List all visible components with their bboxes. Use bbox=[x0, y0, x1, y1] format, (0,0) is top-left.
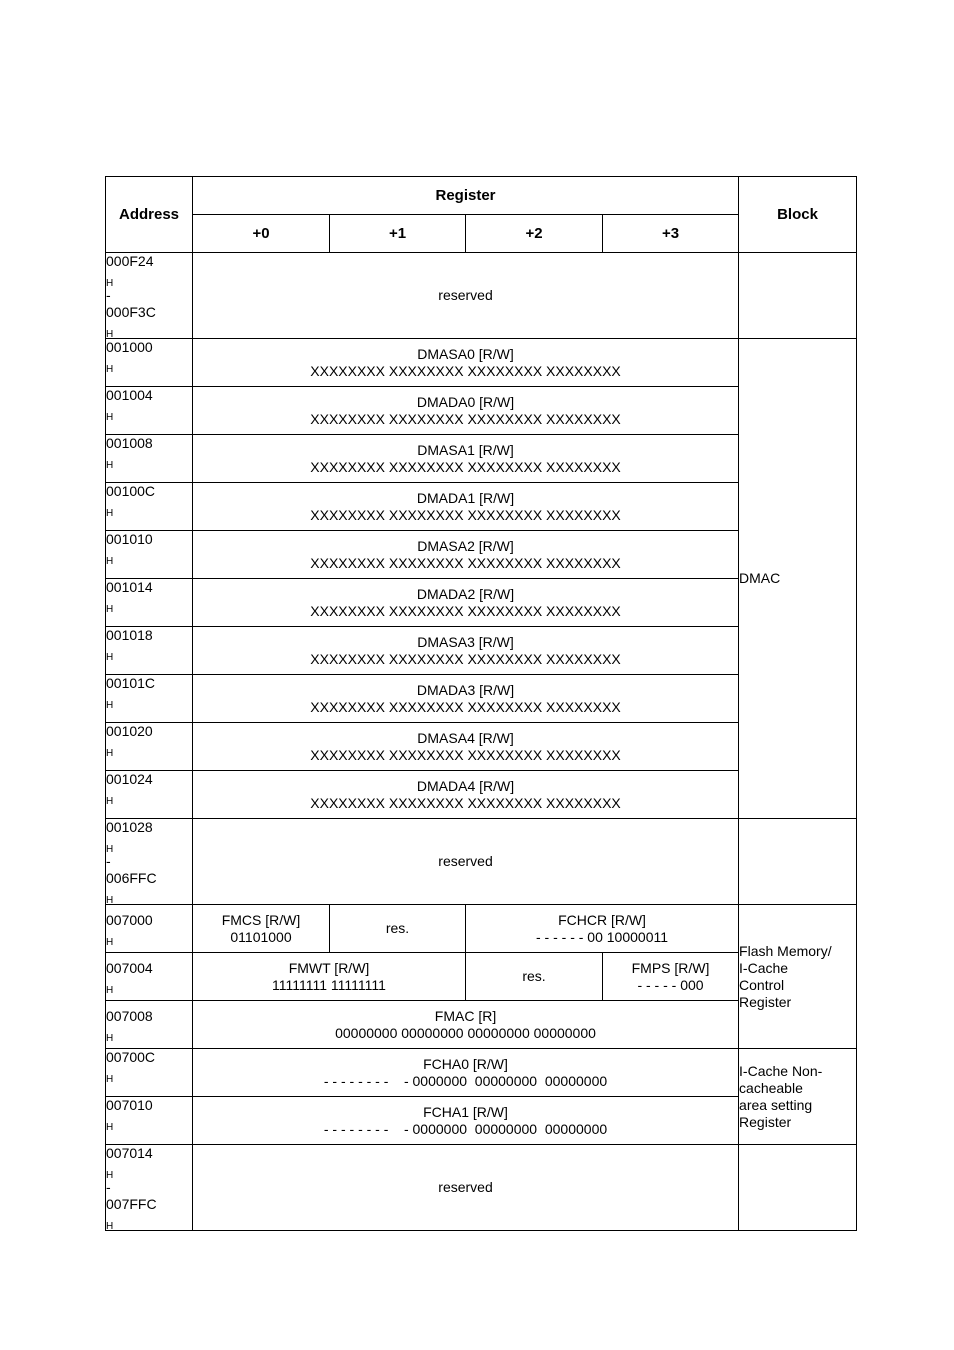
table-row bbox=[106, 1049, 857, 1097]
address-cell: 00101C $_H$ bbox=[106, 675, 193, 723]
reserved-cell: reserved bbox=[193, 819, 739, 905]
offset-header: +0 bbox=[193, 215, 330, 253]
register-cell: DMADA3 [R/W] XXXXXXXX XXXXXXXX XXXXXXXX XXXXXXXX bbox=[193, 675, 739, 723]
table-row bbox=[106, 339, 857, 387]
block-cell-icache: I-Cache Non- cacheable area setting Register bbox=[739, 1049, 857, 1145]
table-row bbox=[106, 1145, 857, 1231]
register-cell: DMADA1 [R/W] XXXXXXXX XXXXXXXX XXXXXXXX XXXXXXXX bbox=[193, 483, 739, 531]
address-cell: 000F24 $_H$ - 000F3C $_H$ bbox=[106, 253, 193, 339]
register-cell-fmcs: FMCS [R/W] 01101000 bbox=[193, 905, 330, 953]
register-cell: FCHA1 [R/W] - - - - - - - - - 0000000 00000000 00000000 bbox=[193, 1097, 739, 1145]
register-cell: DMASA1 [R/W] XXXXXXXX XXXXXXXX XXXXXXXX XXXXXXXX bbox=[193, 435, 739, 483]
register-cell: FCHA0 [R/W] - - - - - - - - - 0000000 00000000 00000000 bbox=[193, 1049, 739, 1097]
address-cell: 007000 $_H$ bbox=[106, 905, 193, 953]
block-cell bbox=[739, 253, 857, 339]
register-column-header: Register bbox=[193, 177, 739, 215]
block-column-header: Block bbox=[739, 177, 857, 253]
address-column-header: Address bbox=[106, 177, 193, 253]
table-row bbox=[106, 905, 857, 953]
block-cell bbox=[739, 819, 857, 905]
address-cell: 001028 $_H$ - 006FFC $_H$ bbox=[106, 819, 193, 905]
address-cell: 007014 $_H$ - 007FFC $_H$ bbox=[106, 1145, 193, 1231]
register-cell-fmwt: FMWT [R/W] 11111111 11111111 bbox=[193, 953, 466, 1001]
reserved-cell: reserved bbox=[193, 1145, 739, 1231]
register-cell: FMAC [R] 00000000 00000000 00000000 00000000 bbox=[193, 1001, 739, 1049]
address-cell: 007010 $_H$ bbox=[106, 1097, 193, 1145]
table-row bbox=[106, 253, 857, 339]
register-cell: DMASA4 [R/W] XXXXXXXX XXXXXXXX XXXXXXXX XXXXXXXX bbox=[193, 723, 739, 771]
address-cell: 00700C $_H$ bbox=[106, 1049, 193, 1097]
register-cell: DMASA3 [R/W] XXXXXXXX XXXXXXXX XXXXXXXX XXXXXXXX bbox=[193, 627, 739, 675]
address-cell: 001000 $_H$ bbox=[106, 339, 193, 387]
block-cell bbox=[739, 1145, 857, 1231]
register-cell: DMASA2 [R/W] XXXXXXXX XXXXXXXX XXXXXXXX XXXXXXXX bbox=[193, 531, 739, 579]
header-row bbox=[106, 177, 857, 215]
address-cell: 001010 $_H$ bbox=[106, 531, 193, 579]
block-cell-flash: Flash Memory/ I-Cache Control Register bbox=[739, 905, 857, 1049]
offset-header: +2 bbox=[466, 215, 603, 253]
address-cell: 007004 $_H$ bbox=[106, 953, 193, 1001]
address-cell: 001020 $_H$ bbox=[106, 723, 193, 771]
register-map-table bbox=[105, 176, 857, 1231]
register-cell: DMADA4 [R/W] XXXXXXXX XXXXXXXX XXXXXXXX XXXXXXXX bbox=[193, 771, 739, 819]
register-cell-fmps: FMPS [R/W] - - - - - 000 bbox=[603, 953, 739, 1001]
offset-header: +1 bbox=[330, 215, 466, 253]
register-cell-fchcr: FCHCR [R/W] - - - - - - 00 10000011 bbox=[466, 905, 739, 953]
address-cell: 001018 $_H$ bbox=[106, 627, 193, 675]
register-cell: DMADA2 [R/W] XXXXXXXX XXXXXXXX XXXXXXXX XXXXXXXX bbox=[193, 579, 739, 627]
address-cell: 001014 $_H$ bbox=[106, 579, 193, 627]
address-cell: 001024 $_H$ bbox=[106, 771, 193, 819]
register-cell: DMADA0 [R/W] XXXXXXXX XXXXXXXX XXXXXXXX XXXXXXXX bbox=[193, 387, 739, 435]
address-cell: 001008 $_H$ bbox=[106, 435, 193, 483]
block-cell-dmac: DMAC bbox=[739, 339, 857, 819]
offset-header: +3 bbox=[603, 215, 739, 253]
reserved-byte-cell: res. bbox=[330, 905, 466, 953]
address-cell: 00100C $_H$ bbox=[106, 483, 193, 531]
table-row bbox=[106, 819, 857, 905]
register-cell: DMASA0 [R/W] XXXXXXXX XXXXXXXX XXXXXXXX XXXXXXXX bbox=[193, 339, 739, 387]
reserved-cell: reserved bbox=[193, 253, 739, 339]
address-cell: 001004 $_H$ bbox=[106, 387, 193, 435]
address-cell: 007008 $_H$ bbox=[106, 1001, 193, 1049]
reserved-byte-cell: res. bbox=[466, 953, 603, 1001]
